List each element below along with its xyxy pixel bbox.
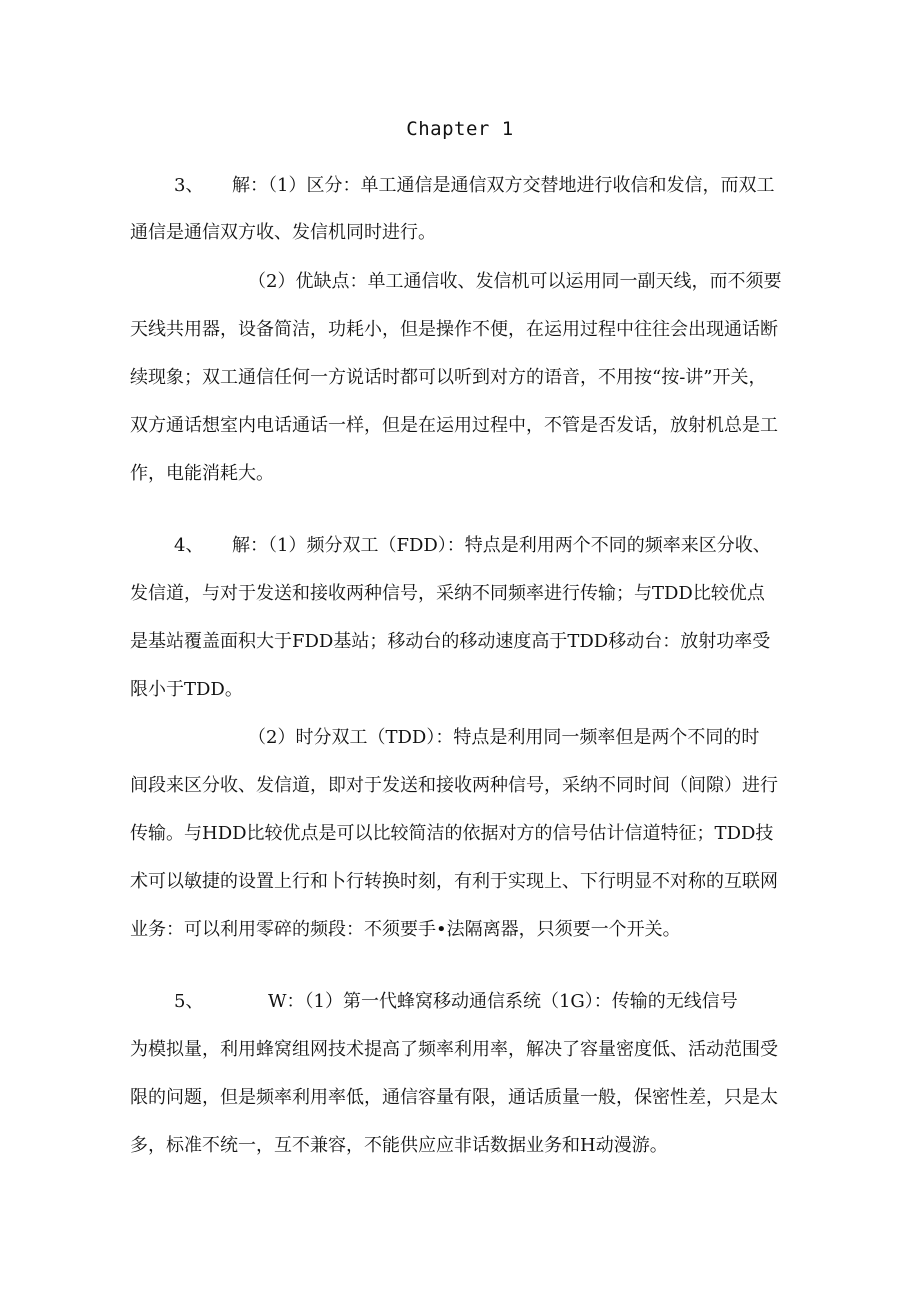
paragraph-line: 解：（1）区分：单工通信是通信双方交替地进行收信和发信，而双工 bbox=[232, 175, 775, 196]
chapter-title: Chapter 1 bbox=[406, 118, 514, 140]
paragraph-line: （2）时分双工（TDD）：特点是利用同一频率但是两个不同的时 bbox=[248, 727, 760, 748]
paragraph-line: 双方通话想室内电话通话一样，但是在运用过程中，不管是否发话，放射机总是工 bbox=[130, 415, 778, 436]
paragraph-line: 为模拟量，利用蜂窝组网技术提高了频率利用率，解决了容量密度低、活动范围受 bbox=[130, 1039, 778, 1060]
section-number-4: 4、 bbox=[174, 535, 204, 556]
paragraph-line: 天线共用器，设备简洁，功耗小，但是操作不便，在运用过程中往往会出现通话断 bbox=[130, 319, 778, 340]
paragraph-line: 术可以敏捷的设置上行和卜行转换时刻，有利于实现上、下行明显不对称的互联网 bbox=[130, 871, 778, 892]
paragraph-line: 传输。与HDD比较优点是可以比较简洁的依据对方的信号估计信道特征；TDD技 bbox=[130, 823, 774, 844]
section-number-5: 5、 bbox=[174, 991, 204, 1012]
paragraph-line: 业务：可以利用零碎的频段：不须要手•法隔离器，只须要一个开关。 bbox=[130, 919, 681, 940]
paragraph-line: 限小于TDD。 bbox=[130, 679, 243, 700]
paragraph-line: 多，标准不统一，互不兼容，不能供应应非话数据业务和H动漫游。 bbox=[130, 1135, 668, 1156]
paragraph-line: 解：（1）频分双工（FDD）：特点是利用两个不同的频率来区分收、 bbox=[232, 535, 771, 556]
paragraph-line: 通信是通信双方收、发信机同时进行。 bbox=[130, 222, 436, 243]
paragraph-line: 间段来区分收、发信道，即对于发送和接收两种信号，采纳不同时间（间隙）进行 bbox=[130, 775, 778, 796]
paragraph-line: 续现象；双工通信任何一方说话时都可以听到对方的语音，不用按“按-讲”开关， bbox=[130, 367, 767, 388]
paragraph-line: （2）优缺点：单工通信收、发信机可以运用同一副天线，而不须要 bbox=[248, 271, 782, 292]
paragraph-line: W：（1）第一代蜂窝移动通信系统（1G）：传输的无线信号 bbox=[268, 991, 738, 1012]
section-number-3: 3、 bbox=[174, 175, 204, 196]
paragraph-line: 是基站覆盖面积大于FDD基站；移动台的移动速度高于TDD移动台：放射功率受 bbox=[130, 631, 771, 652]
paragraph-line: 作，电能消耗大。 bbox=[130, 463, 274, 484]
paragraph-line: 限的问题，但是频率利用率低，通信容量有限，通话质量一般，保密性差，只是太 bbox=[130, 1087, 778, 1108]
paragraph-line: 发信道，与对于发送和接收两种信号，采纳不同频率进行传输；与TDD比较优点 bbox=[130, 583, 765, 604]
